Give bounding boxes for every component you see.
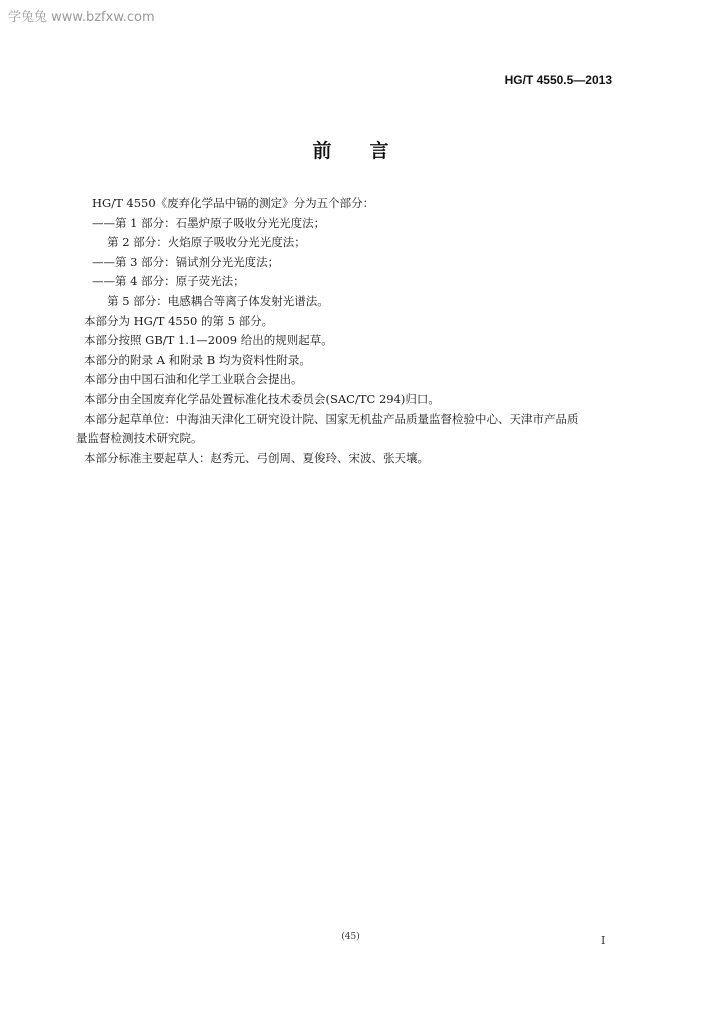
standard-code: HG/T 4550.5—2013: [504, 73, 612, 87]
paragraph-drafting-units-line-1: 本部分起草单位：中海油天津化工研究设计院、国家无机盐产品质量监督检验中心、天津市产品质: [84, 411, 579, 426]
part-item-5: 第 5 部分：电感耦合等离子体发射光谱法。: [92, 293, 329, 308]
page-title: 前言: [312, 140, 427, 162]
part-item-2: 第 2 部分：火焰原子吸收分光光度法；: [92, 235, 306, 250]
roman-page-mark: I: [601, 934, 606, 947]
part-item-4: ——第 4 部分：原子荧光法；: [92, 274, 245, 289]
paragraph-part-number: 本部分为 HG/T 4550 的第 5 部分。: [84, 313, 274, 328]
part-item-1: ——第 1 部分：石墨炉原子吸收分光光度法；: [92, 215, 326, 230]
part-item-3: ——第 3 部分：镉试剂分光光度法；: [92, 254, 280, 269]
paragraph-drafting-units-line-2: 量监督检测技术研究院。: [76, 431, 203, 446]
paragraph-drafting-rules: 本部分按照 GB/T 1.1—2009 给出的规则起草。: [84, 333, 333, 348]
paragraph-proposer: 本部分由中国石油和化学工业联合会提出。: [84, 372, 303, 387]
watermark-text: 学兔兔 www.bzfxw.com: [8, 10, 155, 25]
paragraph-annexes: 本部分的附录 A 和附录 B 均为资料性附录。: [84, 352, 311, 367]
paragraph-committee: 本部分由全国废弃化学品处置标准化技术委员会(SAC/TC 294)归口。: [84, 391, 440, 406]
foreword-body: [76, 194, 624, 468]
page-number: (45): [341, 932, 360, 942]
paragraph-drafters: 本部分标准主要起草人：赵秀元、弓创周、夏俊玲、宋波、张天壤。: [84, 450, 429, 465]
intro-paragraph: HG/T 4550《废弃化学品中镉的测定》分为五个部分：: [92, 196, 375, 210]
